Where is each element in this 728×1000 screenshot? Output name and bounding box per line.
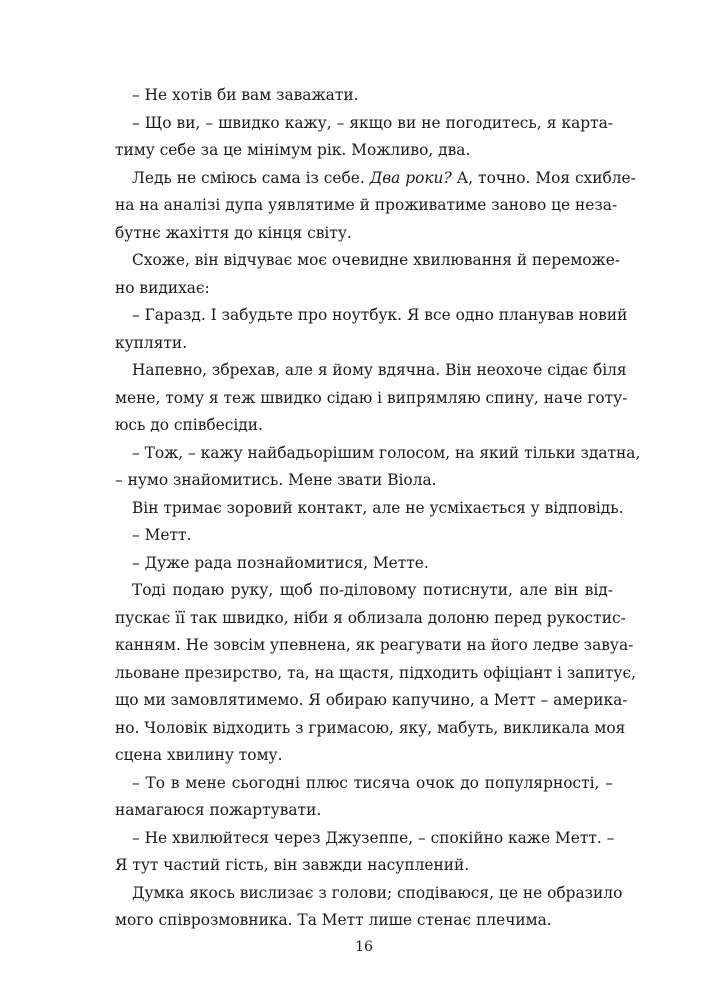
text-line: сцена хвилину тому. bbox=[115, 746, 283, 764]
text-line: мого співрозмовника. Та Метт лише стенає плечима. bbox=[115, 911, 552, 929]
text-line: на на аналізі дупа уявлятиме й проживатиме заново це неза- bbox=[115, 196, 618, 214]
text-line: Я тут частий гість, він завжди насуплений. bbox=[115, 856, 470, 874]
text-line: – Метт. bbox=[132, 526, 192, 544]
text-span: А, точно. Моя схибле- bbox=[451, 168, 636, 187]
text-line: намагаюся пожартувати. bbox=[115, 801, 322, 819]
italic-phrase: Два роки? bbox=[369, 168, 452, 187]
text-line: купляти. bbox=[115, 333, 188, 352]
text-line: юсь до співбесіди. bbox=[115, 416, 263, 434]
text-span: Ледь не сміюсь сама із себе. bbox=[132, 168, 370, 187]
text-line: мене, тому я теж швидко сідаю і випрямляю спину, наче готу- bbox=[115, 388, 628, 407]
body-text bbox=[115, 82, 641, 935]
text-line: канням. Не зовсім упевнена, як реагувати на його ледве завуа- bbox=[115, 636, 634, 654]
text-line: тиму себе за це мінімум рік. Можливо, два. bbox=[115, 141, 471, 159]
page-number: 16 bbox=[355, 939, 373, 955]
text-line: – Гаразд. І забудьте про ноутбук. Я все одно планував новий bbox=[132, 306, 628, 324]
text-line: Тоді подаю руку, щоб по-діловому потиснути, але він від- bbox=[132, 581, 613, 599]
text-line: Схоже, він відчуває моє очевидне хвилювання й переможе- bbox=[132, 251, 621, 269]
text-line: но видихає: bbox=[115, 278, 210, 297]
text-line: що ми замовлятимемо. Я обираю капучино, а Метт – америка- bbox=[115, 691, 628, 709]
text-line: льоване презирство, та, на щастя, підходить офіціант і запитує, bbox=[115, 663, 637, 682]
text-line: Напевно, збрехав, але я йому вдячна. Він неохоче сідає біля bbox=[132, 361, 627, 379]
text-line: Він тримає зоровий контакт, але не усміхається у відповідь. bbox=[132, 498, 624, 517]
text-line: – нумо знайомитись. Мене звати Віола. bbox=[115, 471, 437, 489]
text-line: – Що ви, – швидко кажу, – якщо ви не погодитесь, я карта- bbox=[132, 113, 613, 132]
text-line: – Дуже рада познайомитися, Метте. bbox=[132, 553, 429, 572]
text-line: – Тож, – кажу найбадьорішим голосом, на який тільки здатна, bbox=[132, 443, 641, 462]
text-line-with-italic bbox=[115, 165, 636, 193]
text-line: Думка якось вислизає з голови; сподіваюся, це не образило bbox=[132, 883, 623, 902]
text-line: – Не хотів би вам заважати. bbox=[132, 86, 359, 104]
text-line: пускає її так швидко, ніби я облизала долоню перед рукостис- bbox=[115, 608, 626, 627]
text-line: бутнє жахіття до кінця світу. bbox=[115, 223, 352, 242]
text-line: но. Чоловік відходить з гримасою, яку, мабуть, викликала моя bbox=[115, 718, 626, 737]
text-line: – Не хвилюйтеся через Джузеппе, – спокійно каже Метт. – bbox=[132, 828, 615, 847]
text-line: – То в мене сьогодні плюс тисяча очок до популярності, – bbox=[132, 773, 613, 792]
